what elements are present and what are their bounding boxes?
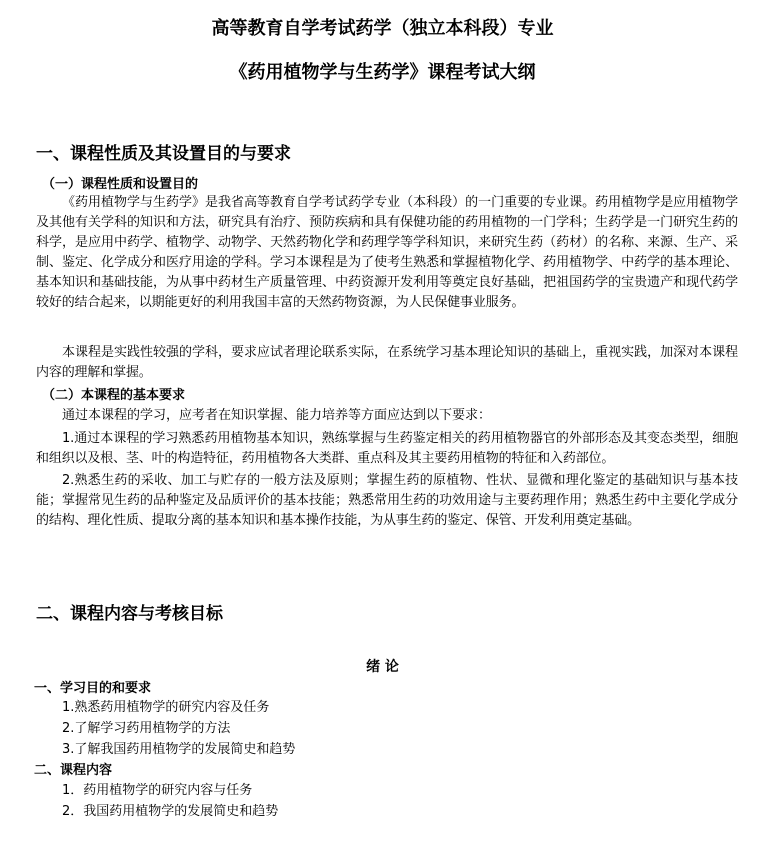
section1-sub2-heading: （二）本课程的基本要求 bbox=[42, 388, 186, 403]
section2-heading: 二、课程内容与考核目标 bbox=[36, 604, 223, 624]
section1-sub1-paragraph1: 《药用植物学与生药学》是我省高等教育自学考试药学专业（本科段）的一门重要的专业课。药用植物学是应用植物学及其他有关学科的知识和方法，研究具有治疗、预防疾病和具有保健功能的药用植物的一门学科；生药学是一门研究生药的科学，是应用中药学、植物学、动物学、天然药物化学和药理学等学科知识，来研究生药（药材）的名称、来源、生产、采制、鉴定、化学成分和医疗用途的学科。学习本课程是为了使考生熟悉和掌握植物化学、药用植物学、中药学的基本理论、基本知识和基础技能，为从事中药材生产质量管理、中药资源开发利用等奠定良好基础，把祖国药学的宝贵遗产和现代药学较好的结合起来，以期能更好的利用我国丰富的天然药物资源，为人民保健事业服务。 bbox=[36, 195, 738, 310]
section1-sub2-item2: 2.熟悉生药的采收、加工与贮存的一般方法及原则；掌握生药的原植物、性状、显微和理化鉴定的基础知识与基本技能；掌握常见生药的品种鉴定及品质评价的基本技能；熟悉常用生药的功效用途与主要药理作用；熟悉生药中主要化学成分的结构、理化性质、提取分离的基本知识和基本操作技能，为从事生药的鉴定、保管、开发利用奠定基础。 bbox=[36, 473, 738, 528]
list-item: 2.了解学习药用植物学的方法 bbox=[62, 721, 231, 736]
list-item: 1.熟悉药用植物学的研究内容及任务 bbox=[62, 700, 270, 715]
section1-sub2-intro: 通过本课程的学习，应考者在知识掌握、能力培养等方面应达到以下要求： bbox=[62, 408, 492, 423]
list-item: 2．我国药用植物学的发展简史和趋势 bbox=[62, 804, 279, 819]
section1-heading: 一、课程性质及其设置目的与要求 bbox=[36, 144, 291, 164]
list-item: 1．药用植物学的研究内容与任务 bbox=[62, 783, 253, 798]
chapter-title: 绪 论 bbox=[366, 659, 399, 675]
section1-sub1-paragraph2: 本课程是实践性较强的学科，要求应试者理论联系实际，在系统学习基本理论知识的基础上，重视实践，加深对本课程内容的理解和掌握。 bbox=[36, 345, 738, 380]
list-item: 3.了解我国药用植物学的发展简史和趋势 bbox=[62, 742, 296, 757]
section1-sub1-heading: （一）课程性质和设置目的 bbox=[42, 177, 199, 192]
document-title-line1: 高等教育自学考试药学（独立本科段）专业 bbox=[211, 18, 554, 39]
section1-sub2-item1: 1.通过本课程的学习熟悉药用植物基本知识，熟练掌握与生药鉴定相关的药用植物器官的外部形态及其变态类型，细胞和组织以及根、茎、叶的构造特征，药用植物各大类群、重点科及其主要药用植物的特征和入药部位。 bbox=[36, 431, 738, 466]
section2-part1-heading: 一、学习目的和要求 bbox=[34, 681, 152, 696]
section2-part2-heading: 二、课程内容 bbox=[34, 763, 113, 778]
document-title-line2: 《药用植物学与生药学》课程考试大纲 bbox=[229, 62, 536, 83]
